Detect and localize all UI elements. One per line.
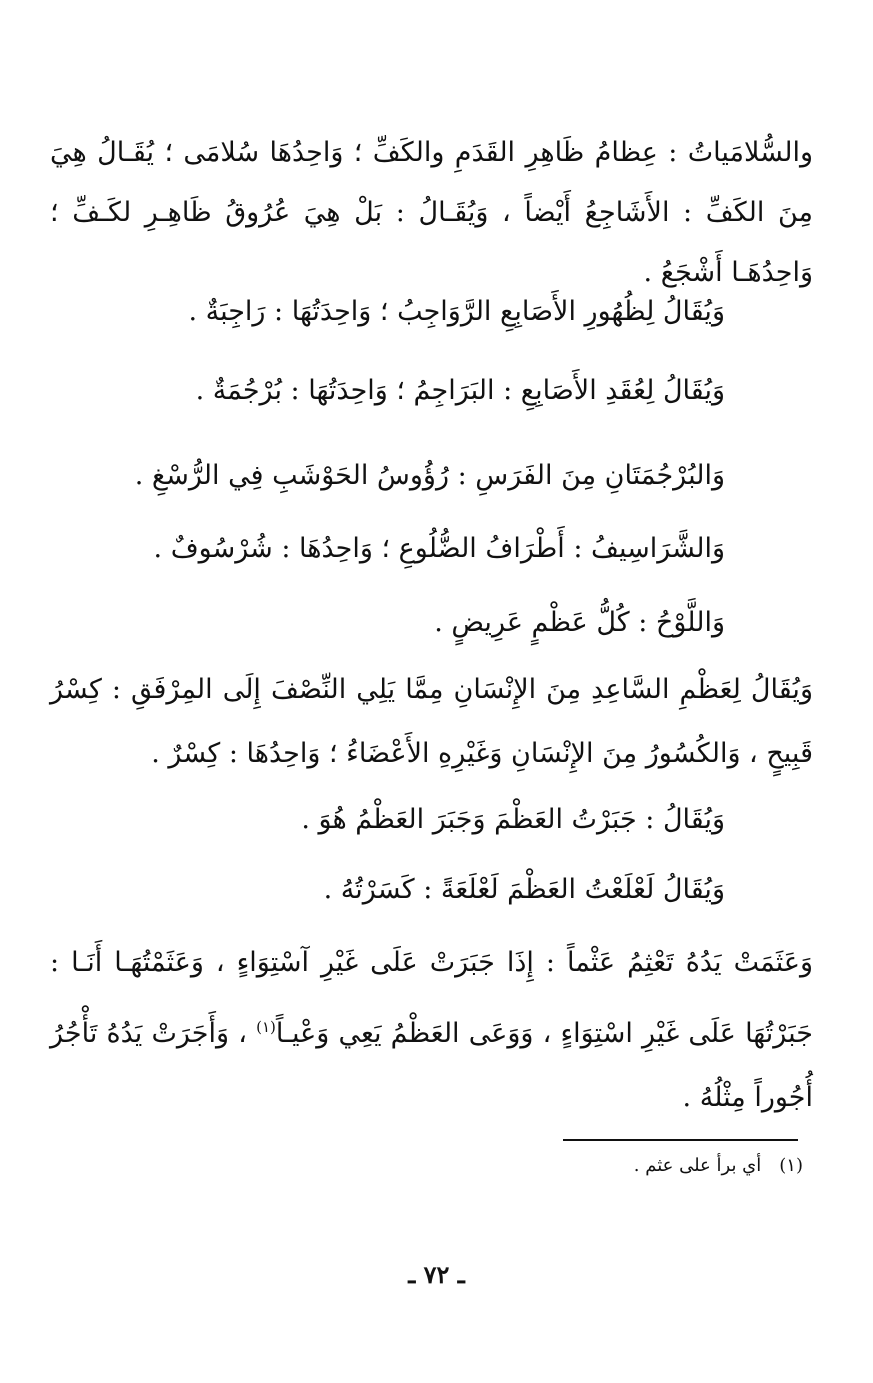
paragraph-lawh: وَاللَّوْحُ : كُلُّ عَظْمٍ عَرِيضٍ . [434,607,725,638]
paragraph-sulamayat [50,123,813,303]
paragraph-lalatu: وَيُقَالُ لَعْلَعْتُ العَظْمَ لَعْلَعَةً : كَسَرْتُهُ . [323,874,725,905]
paragraph-kisr [50,658,813,786]
paragraph-text: والسُّلامَياتُ : عِظامُ ظَاهِرِ القَدَمِ والكَفِّ ؛ وَاحِدُهَا سُلامَى ؛ يُقَـالُ هِيَ مِنَ الكَفِّ : الأَشَاجِعُ أَيْضاً ، وَيُقَـالُ : بَلْ هِيَ عُرُوقُ ظَاهِـرِ لكَـفِّ ؛ وَاحِدُهَـا أَشْجَعُ . [50,137,813,288]
paragraph-text-continued: ، وَأَجَرَتْ يَدُهُ تَأْجُرُ أُجُوراً مِثْلُهُ . [50,1018,813,1113]
paragraph-rawajib: وَيُقَالُ لِظُهُورِ الأَصَابِعِ الرَّوَاجِبُ ؛ وَاحِدَتُهَا : رَاجِبَةٌ . [188,296,725,327]
paragraph-text: وَيُقَالُ لِعَظْمِ السَّاعِدِ مِنَ الإِنْسَانِ مِمَّا يَلِي النِّصْفَ إِلَى المِرْفَقِ : كِسْرُ قَبِيحٍ ، وَالكُسُورُ مِنَ الإِنْسَانِ وَغَيْرِهِ الأَعْضَاءُ ؛ وَاحِدُهَا : كِسْرٌ . [50,674,813,769]
paragraph-burjumatan: وَالبُرْجُمَتَانِ مِنَ الفَرَسِ : رُؤُوسُ الحَوْشَبِ فِي الرُّسْغِ . [134,460,725,491]
paragraph-athamat [50,931,813,1130]
paragraph-barajim: وَيُقَالُ لِعُقَدِ الأَصَابِعِ : البَرَاجِمُ ؛ وَاحِدَتُهَا : بُرْجُمَةٌ . [195,375,725,406]
footnote-text: أي برأ على عثم . [633,1155,762,1176]
footnote [634,1148,803,1184]
paragraph-jabartu: وَيُقَالُ : جَبَرْتُ العَظْمَ وَجَبَرَ العَظْمُ هُوَ . [301,804,725,835]
footnote-divider [563,1139,798,1141]
paragraph-text: وَعَثَمَتْ يَدُهُ تَعْثِمُ عَثْماً : إِذَا جَبَرَتْ عَلَى غَيْرِ آسْتِوَاءٍ ، وَعَثَمْتُهَـا أَنَـا : جَبَرْتُهَا عَلَى غَيْرِ اسْتِوَاءٍ ، وَوَعَى العَظْمُ يَعِي وَعْيـاً [50,947,813,1049]
footnote-number: (١) [779,1155,803,1176]
footnote-reference[interactable]: (١) [256,1018,276,1036]
page-number: ـ ٧٢ ـ [408,1260,465,1289]
paragraph-sharasif: وَالشَّرَاسِيفُ : أَطْرَافُ الضُّلُوعِ ؛ وَاحِدُهَا : شُرْسُوفٌ . [153,533,725,564]
